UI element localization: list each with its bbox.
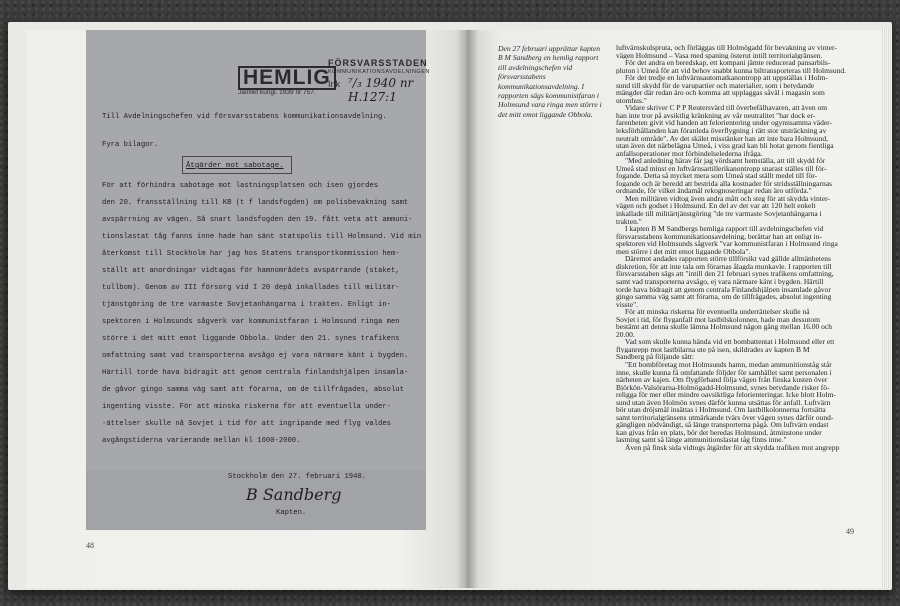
photo-caption: Den 27 februari upprättar kapten B M Sandberg en hemlig rapport till avdelningschefen vid försvarsstabens kommunikationsavdelning. I rapporten sägs kommunistfaran i Holmsund vara ringa men större i det mitt emot liggande Obbola. <box>498 44 602 119</box>
handwritten-signature: B Sandberg <box>246 485 342 504</box>
office-stamp: FÖRSVARSSTADEN <box>328 58 428 68</box>
doc-line: återkomst till Stockholm har jag hos Statens transportkommission hem- <box>102 250 400 258</box>
body-line: diskretion, för att inte tala om förarnas ålagda munkavle. I rapporten till <box>616 262 832 271</box>
body-line: samt territorialgränsens utmärkande tvärs över vägen synes därför ound- <box>616 413 834 422</box>
body-line: samt vad transporterna avsågo, ej vara närmare känt i bygden. Härtill <box>616 277 824 286</box>
doc-line: -ättelser skulle nå Sovjet i tid för att ingripande med flyg valdes <box>102 420 391 428</box>
body-line: Sandberg på följande sätt: <box>616 353 694 361</box>
body-line: sund till skydd för de varupartier och materialier, som i betydande <box>616 81 815 90</box>
body-line: Däremot andades rapporten större tillförsikt vad gällde allmänhetens <box>625 255 831 263</box>
body-line: För det tredje en luftvärnsautomatkanontropp att uppställas i Holm- <box>625 74 828 82</box>
body-line: kan givas från en plats, bör det beredas Holmsund, åtminstone under <box>616 428 822 437</box>
page-number-left: 48 <box>86 541 94 550</box>
secret-stamp-sub: Jämlikt kungl. 1939 nr 757. <box>238 89 316 96</box>
doc-line: Härtill torde hava bidragit att genom centrala finlandshjälpen insamla- <box>102 369 409 377</box>
doc-line: ingenting visste. För att minska riskerna för att eventuella under- <box>102 403 391 411</box>
doc-line: större i det mitt emot liggande Obbola. Under den 21. synes trafikens <box>102 335 400 343</box>
place-date: Stockholm den 27. februari 1940. <box>228 473 367 481</box>
doc-line: avgångstiderna varierande mellan kl 1600-2000. <box>102 437 301 445</box>
document-title: Åtgärder mot sabotage. <box>186 162 284 170</box>
body-line: ordnande, för vilket ändamål rekognoseringar redan äro utförda." <box>616 187 812 195</box>
body-line: Vad som skulle kunna hända vid ett bombattentat i Holmsund eller ett <box>625 338 835 346</box>
doc-line: de gåvor gingo samma väg samt att förarna, om de tillfrågades, absolut <box>102 386 404 394</box>
body-line: Björkön-Valsörarna-Holmögadd-Holmsund, synes betydande risker fö- <box>616 383 830 392</box>
body-line: sund utan även Holmön synes därför kunna utsättas för anfall. Luftvärn <box>616 398 831 407</box>
body-line: spektoren vid Holmsunds sågverk "var kommunistfaran i Holmsund ringa <box>616 240 838 248</box>
doc-line: För att förhindra sabotage mot lastningsplatsen och isen gjordes <box>102 182 379 190</box>
body-line: flyganrepp mot lastbilarna ute på isen, skildrades av kapten B M <box>616 345 810 354</box>
body-line: försvarsstaben sägs att "intill den 21 februari synes trafikens omfattning, <box>616 270 834 278</box>
body-line: närheten av kajen. Om flygförband följa vägen från finska kusten över <box>616 376 828 384</box>
secret-stamp: HEMLIG <box>238 66 336 90</box>
body-line: "Ett bombföretag mot Holmsunds hamn, medan ammunitionståg står <box>625 360 832 369</box>
body-line: Vidare skriver C P P Reutersvärd till överbefälhavaren, att även om <box>625 104 828 112</box>
body-line: "Med anledning härav får jag vördsamt hemställa, att till skydd för <box>625 157 826 165</box>
body-line: inkallade till militärtjänstgöring "de tre varmaste Sovjetanhängarna i <box>616 210 822 218</box>
body-line: fogande och är beredd att bestrida alla kostnader för stridsställningarnas <box>616 179 832 188</box>
doc-line: avspärrning av vägen. Så snart landsfogden den 19. fått veta att ammuni- <box>102 216 413 224</box>
body-line: försvarsstabens kommunikationsavdelning, berättar han att enligt in- <box>616 232 822 241</box>
body-line: För det andra en beredskap, ett kompani jämte reducerad pansarbils- <box>625 59 831 67</box>
doc-line: ställt att anordningar vidtagas för hamnområdets avspärrande (staket, <box>102 267 400 275</box>
body-line: gängligen nödvändigt, så länge transporterna pågå. Om luftvärn endast <box>616 421 829 429</box>
body-line: Umeå stad minst en luftvärnsartillerikanontropp snarast ställes till för- <box>616 164 827 173</box>
body-line: torde hava bidragit att genom centrala Finlandshjälpen insamlade gåvor <box>616 285 831 294</box>
book-gutter <box>456 30 478 588</box>
body-line: men större i det mitt emot liggande Obbola". <box>616 247 751 256</box>
doc-line: tullbom). Genom av III försorg vid I 20 depå inkallades till militär- <box>102 284 400 292</box>
doc-line: tjänstgöring de tre varmaste Sovjetanhängarna i trakten. Enligt in- <box>102 301 391 309</box>
body-line: farenheten givit vid handen att felorientering under ogynnsamma väder- <box>616 119 833 128</box>
body-line: anfallsoperationer mot förbindelselederna ifråga. <box>616 149 763 158</box>
doc-line: den 20. fransställning till KB (t f landsfogden) om polisbevakning samt <box>102 199 409 207</box>
body-line: 20.00. <box>616 330 635 339</box>
handwritten-reference: ⁷/₃ 1940 nr H.127:1 <box>348 76 414 104</box>
page-edges <box>882 28 892 588</box>
body-line: han inte tror på avsiktlig kränkning av vår neutralitet "har dock er- <box>616 111 816 120</box>
body-line: mängder där redan äro och komma att upplaggas såväl i magasin som <box>616 89 825 97</box>
body-line: Även på finsk sida vidtogs åtgärder för att skydda trafiken mot angrepp <box>625 443 840 452</box>
body-line: vägen Holmsund – Vasa med spaning österut intill territorialgränsen. <box>616 51 823 60</box>
office-stamp-sub: KOMMUNIKATIONSAVDELNINGEN <box>328 69 430 75</box>
body-line: trakten." <box>616 217 642 226</box>
addressee-line: Till Avdelningschefen vid försvarsstabens kommunikationsavdelning. <box>102 113 387 121</box>
page-number-right: 49 <box>846 527 854 536</box>
body-line: luftvärnskulspruta, och förläggas till Holmögadd för bevakning av vinter- <box>616 44 837 52</box>
enclosures-line: Fyra bilagor. <box>102 141 159 149</box>
body-line: I kapten B M Sandbergs hemliga rapport till avdelningschefen vid <box>625 225 824 233</box>
body-line: religga för mer eller mindre oavsiktliga felorienteringar. Icke blott Holm- <box>616 391 836 399</box>
body-line: Sovjet i tid, för flyganfall mot lastbilskolonnen, hade man dessutom <box>616 315 820 324</box>
body-line: För att minska riskerna för eventuella underrättelser skulle nå <box>625 308 810 316</box>
body-line: utan även det närbelägna Umeå, i viss grad kan bli hotat genom fientliga <box>616 142 834 150</box>
body-line: neutralt område". Av det skälet misstänker han att inte bara Holmsund, <box>616 134 829 143</box>
typed-document <box>86 30 430 530</box>
body-line: inne, skulle kunna få omfattande följder för samhället samt personalen i <box>616 368 832 377</box>
doc-line: omfattning samt vad transporterna avsågo ej vara närmare känt i bygden. <box>102 352 409 360</box>
body-text <box>616 44 856 452</box>
doc-line: spektoren i Holmsunds sågverk var kommunistfaran i Holmsund ringa men <box>102 318 400 326</box>
body-line: gingo samma väg samt att förarna, om de tillfrågades, absolut ingenting <box>616 293 832 301</box>
body-line: bör utan dröjsmål insättas i Holmsund. Om lastbilkolonnerna fortsätta <box>616 406 826 414</box>
body-line: utomhus." <box>616 96 647 105</box>
body-line: fogande. Detta så mycket mera som Umeå stad ställt medel till för- <box>616 172 818 180</box>
body-line: lastning samt så länge ammunitionslastat tåg finns inne." <box>616 436 787 444</box>
body-line: vägen och godset i Holmsund. En del av det var att 120 helt enkelt <box>616 202 816 211</box>
body-line: pluton i Umeå för att vid behov snabbt kunna biltransporteras till Holmsund. <box>616 66 846 75</box>
body-line: Men militären vidtog även andra mått och steg för att skydda vinter- <box>625 194 830 203</box>
signer-title: Kapten. <box>276 509 307 517</box>
ink-label: Ink <box>328 79 341 89</box>
body-line: bestämt att denna skulle lämna Holmsund någon gång mellan 16.00 och <box>616 323 832 331</box>
body-line: visste". <box>616 300 639 309</box>
doc-line: tionslastat tåg fanns inne hade han sänt statspolis till Holmsund. Vid min <box>102 233 422 241</box>
body-line: leksförhållanden kan föranleda överflygning i rätt stor utsträckning av <box>616 127 827 135</box>
